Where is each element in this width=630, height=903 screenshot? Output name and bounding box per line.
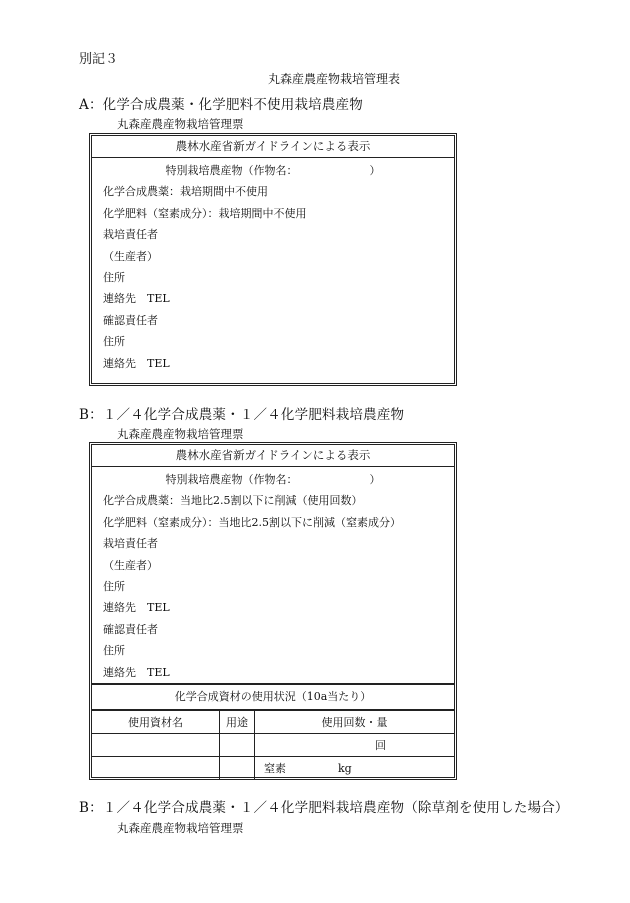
section-b-label-box [89, 442, 457, 780]
nitrogen-label: 窒素 [264, 761, 286, 775]
section-b-line: 化学肥料（窒素成分）：当地比2.5割以下に削減（窒素成分） [103, 515, 401, 529]
use-cell [220, 756, 255, 779]
section-a-label-box [89, 133, 457, 386]
crop-line-prefix: 特別栽培農産物（作物名： [165, 164, 298, 177]
section-a-heading: A：化学合成農薬・化学肥料不使用栽培農産物 [79, 97, 363, 113]
crop-line-prefix: 特別栽培農産物（作物名： [165, 473, 298, 486]
col-count-header: 使用回数・量 [255, 710, 455, 733]
section-b-box-header: 農林水産省新ガイドラインによる表示 [92, 445, 454, 467]
section-b-line: 化学合成農薬：当地比2.5割以下に削減（使用回数） [103, 494, 363, 508]
section-b-crop-line [92, 469, 454, 490]
usage-section [92, 683, 454, 779]
section-b-sub-label: 丸森産農産物栽培管理票 [117, 427, 244, 441]
section-b-line: （生産者） [103, 558, 158, 572]
section-a-line: 住所 [103, 335, 125, 349]
usage-table [92, 710, 454, 779]
usage-title: 化学合成資材の使用状況（10a当たり） [92, 685, 454, 710]
count-unit-cell: 回 [255, 733, 455, 756]
document-title: 丸森産農産物栽培管理表 [267, 72, 400, 86]
section-b-line: 栽培責任者 [103, 537, 158, 551]
section-b-line: 連絡先 TEL [103, 601, 170, 615]
section-b2-heading: B：１／４化学合成農薬・１／４化学肥料栽培農産物（除草剤を使用した場合） [79, 800, 569, 816]
section-b-heading: B：１／４化学合成農薬・１／４化学肥料栽培農産物 [79, 407, 405, 423]
section-b-line: 住所 [103, 579, 125, 593]
section-a-line: 連絡先 TEL [103, 356, 170, 370]
page-label: 別記３ [79, 52, 119, 67]
section-a-line: （生産者） [103, 249, 158, 263]
section-a-line: 連絡先 TEL [103, 292, 170, 306]
section-a-line: 確認責任者 [103, 313, 158, 327]
use-cell [220, 733, 255, 756]
section-a-line: 化学合成農薬：栽培期間中不使用 [103, 185, 268, 199]
section-b-line: 確認責任者 [103, 622, 158, 636]
section-a-crop-line [92, 160, 454, 181]
section-b-line: 連絡先 TEL [103, 665, 170, 679]
col-material-header: 使用資材名 [92, 710, 220, 733]
crop-line-suffix: ） [369, 473, 381, 486]
section-a-line: 化学肥料（窒素成分）：栽培期間中不使用 [103, 206, 307, 220]
section-a-box-header: 農林水産省新ガイドラインによる表示 [92, 136, 454, 158]
section-b-line: 住所 [103, 644, 125, 658]
col-use-header: 用途 [220, 710, 255, 733]
nitrogen-unit: kg [338, 761, 352, 775]
usage-row-count [92, 733, 454, 756]
section-a-line: 栽培責任者 [103, 228, 158, 242]
section-b2-sub-label: 丸森産農産物栽培管理票 [117, 821, 244, 835]
usage-row-nitrogen [92, 756, 454, 779]
section-a-sub-label: 丸森産農産物栽培管理票 [117, 117, 244, 131]
material-cell [92, 756, 220, 779]
crop-line-suffix: ） [369, 164, 381, 177]
section-a-line: 住所 [103, 270, 125, 284]
nitrogen-cell [255, 756, 455, 779]
usage-header-row [92, 710, 454, 733]
material-cell [92, 733, 220, 756]
